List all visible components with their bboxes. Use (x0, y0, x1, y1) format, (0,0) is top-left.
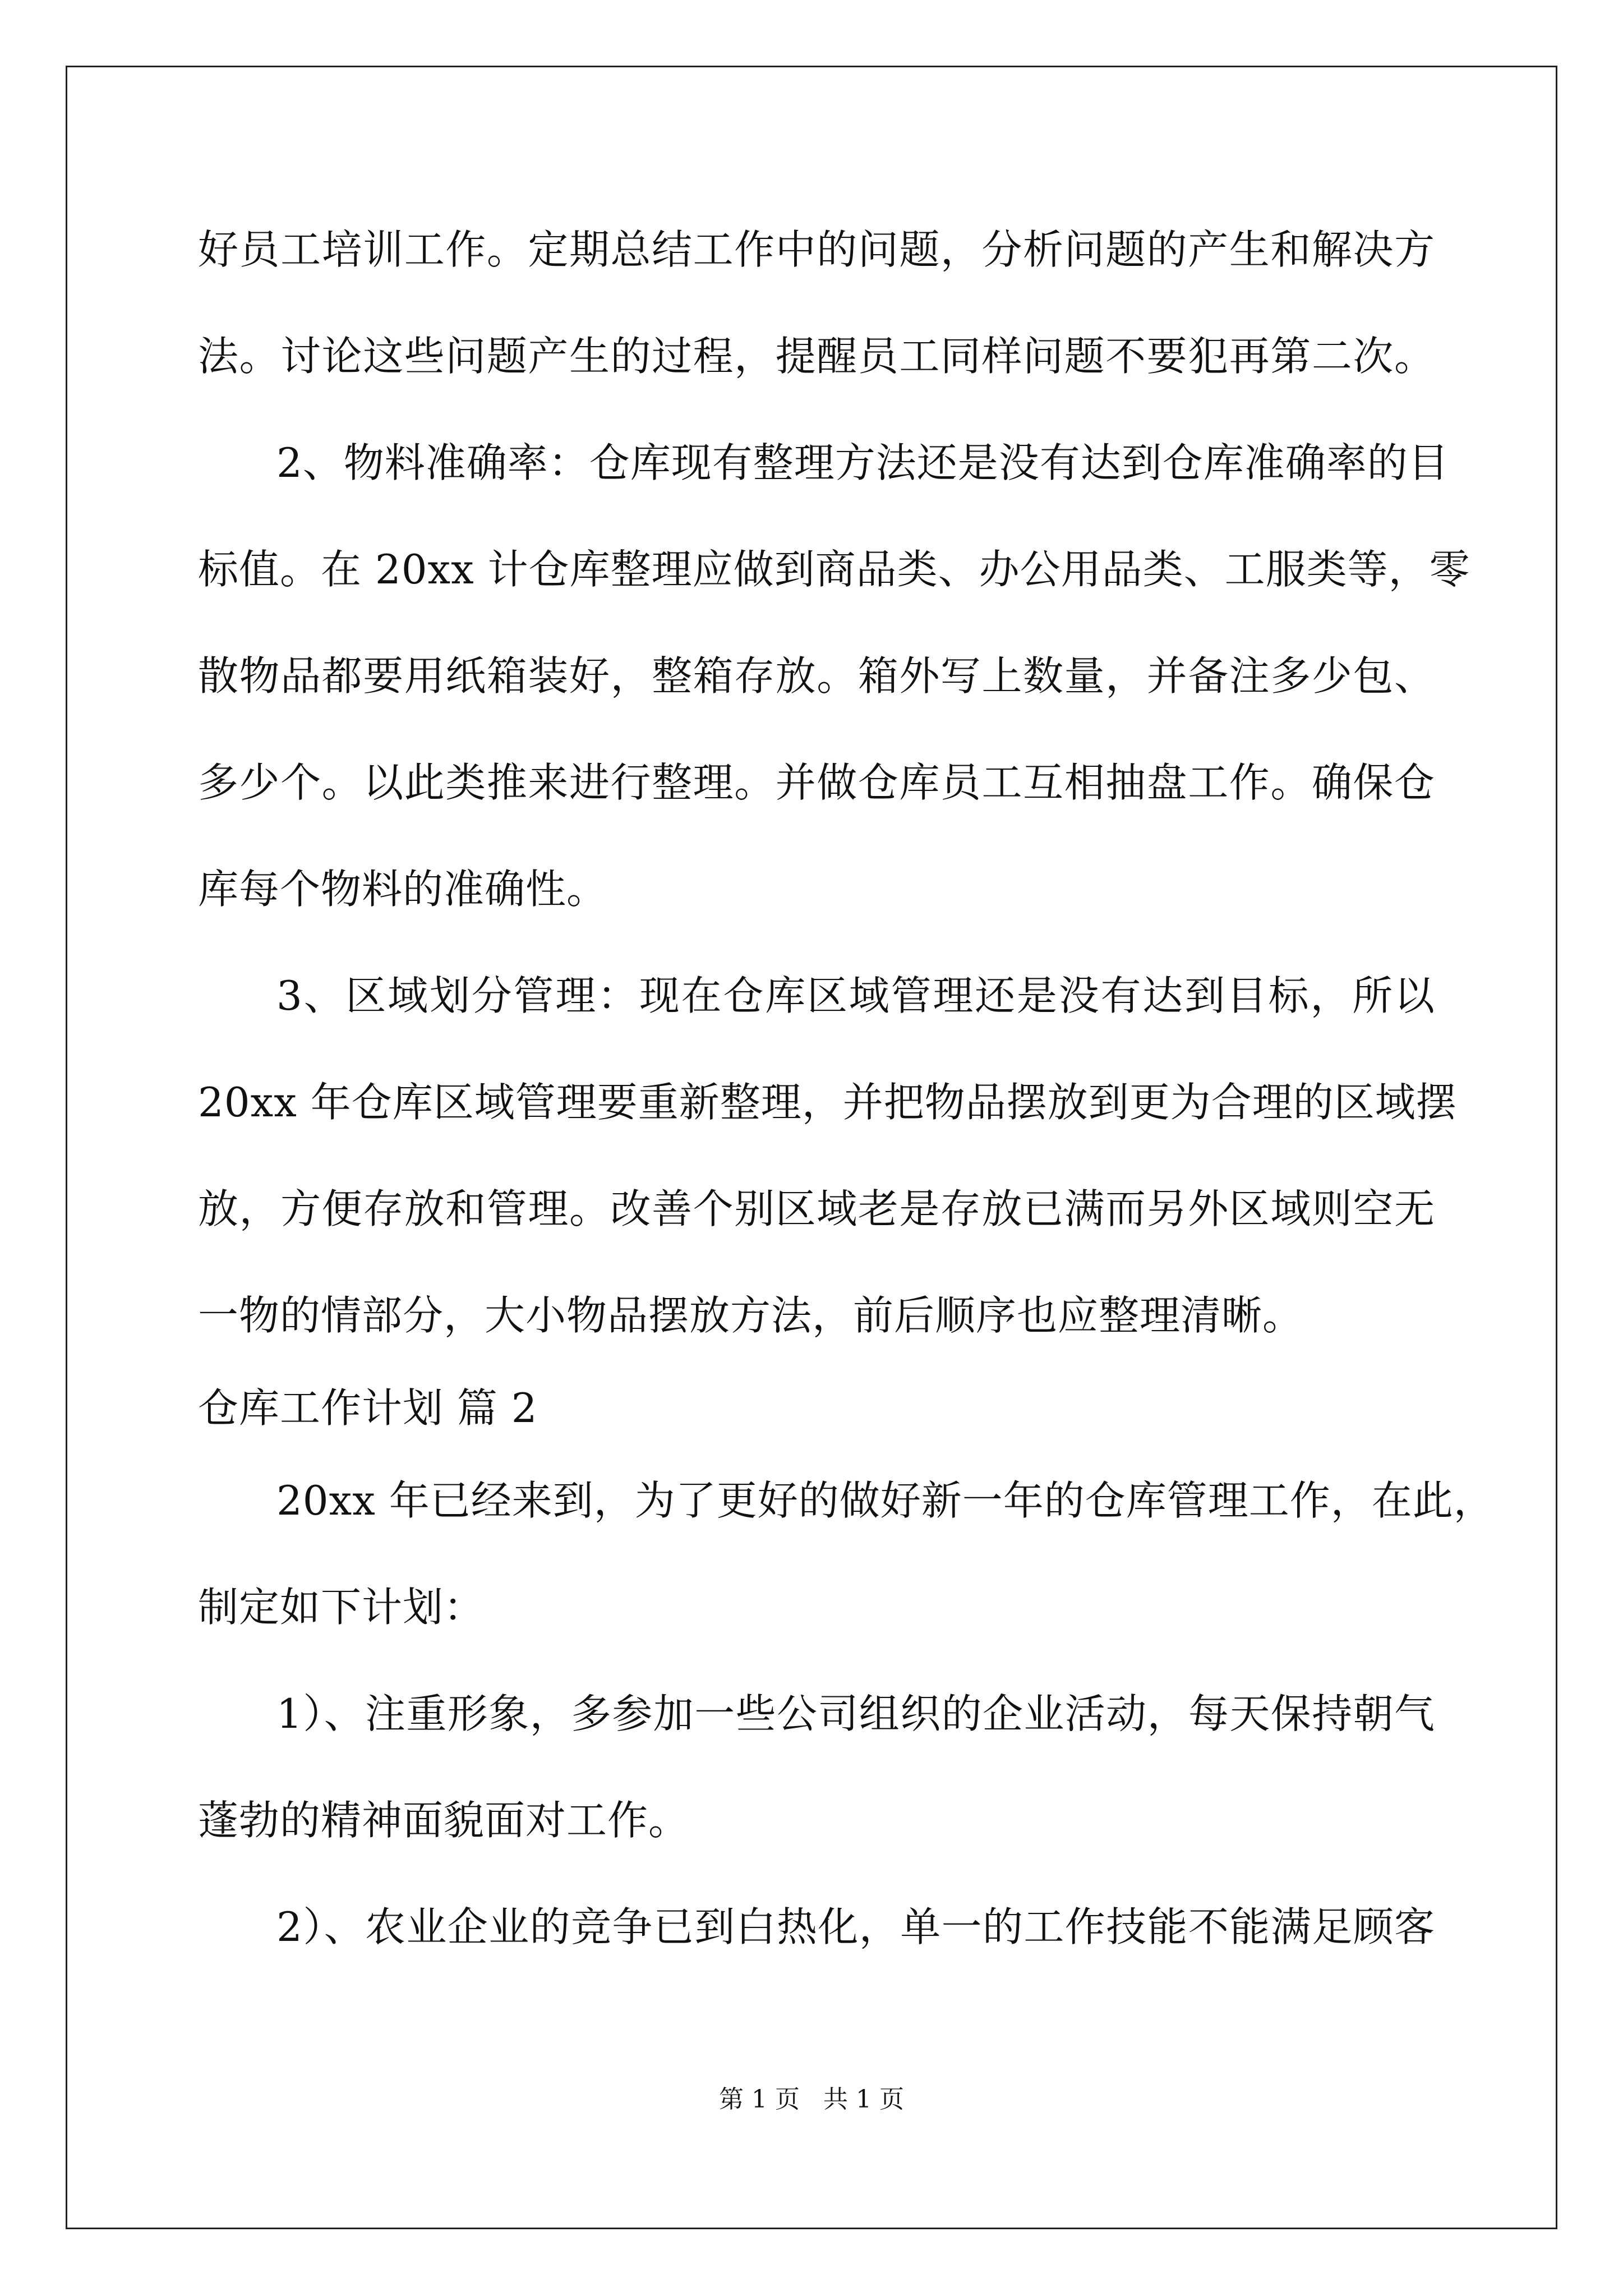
text-line: 制定如下计划： (198, 1584, 485, 1631)
paragraph-line: 20xx 年已经来到，为了更好的做好新一年的仓库管理工作，在此， (276, 1477, 1495, 1524)
text-line: 散物品都要用纸箱装好，整箱存放。箱外写上数量，并备注多少包、 (198, 652, 1435, 700)
paragraph-line: 1）、注重形象，多参加一些公司组织的企业活动，每天保持朝气 (276, 1690, 1435, 1737)
paragraph-line: 3、区域划分管理：现在仓库区域管理还是没有达到目标，所以 (276, 972, 1435, 1019)
text-line: 多少个。以此类推来进行整理。并做仓库员工互相抽盘工作。确保仓 (198, 759, 1435, 806)
paragraph-line: 2、物料准确率：仓库现有整理方法还是没有达到仓库准确率的目 (276, 439, 1449, 486)
text-line: 法。讨论这些问题产生的过程，提醒员工同样问题不要犯再第二次。 (198, 333, 1435, 380)
section-heading: 仓库工作计划 篇 2 (198, 1384, 538, 1432)
text-line: 好员工培训工作。定期总结工作中的问题，分析问题的产生和解决方 (198, 226, 1435, 273)
text-line: 20xx 年仓库区域管理要重新整理，并把物品摆放到更为合理的区域摆 (198, 1079, 1457, 1126)
text-line: 蓬勃的精神面貌面对工作。 (198, 1797, 690, 1844)
page-footer: 第 1 页 共 1 页 (719, 2085, 904, 2114)
text-line: 库每个物料的准确性。 (198, 866, 608, 913)
text-line: 放，方便存放和管理。改善个别区域老是存放已满而另外区域则空无 (198, 1185, 1435, 1232)
text-line: 标值。在 20xx 计仓库整理应做到商品类、办公用品类、工服类等，零 (198, 546, 1470, 593)
paragraph-line: 2）、农业企业的竞争已到白热化，单一的工作技能不能满足顾客 (276, 1903, 1435, 1950)
text-line: 一物的情部分，大小物品摆放方法，前后顺序也应整理清晰。 (198, 1292, 1304, 1339)
